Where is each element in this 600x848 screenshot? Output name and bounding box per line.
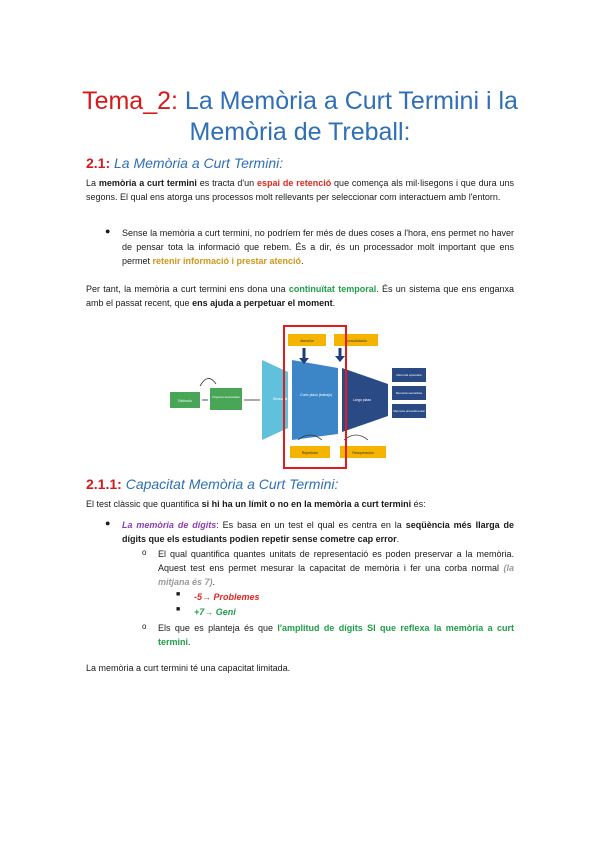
paragraph-continuity xyxy=(86,282,514,310)
highlight-red: -5→ Problemes xyxy=(194,592,260,602)
text: Sense la memòria a curt termini, no podríem fer més de dues coses a l'hora, ens permet no haver de pensar tota la informació que rebem. És a dir, és un processador molt important que ens permet xyxy=(122,228,514,266)
recuperacion-label: Recuperación xyxy=(352,451,374,455)
curve-arrow-icon xyxy=(200,378,216,386)
section-number: 2.1.1: xyxy=(86,476,122,492)
memory-model-diagram xyxy=(170,322,432,470)
paragraph-intro xyxy=(86,176,514,204)
square-bullet-icon: ■ xyxy=(176,606,181,613)
organos-box xyxy=(210,388,242,410)
organos-label: Órganos sensoriales xyxy=(212,395,240,399)
text: La xyxy=(86,178,99,188)
highlight-green: l'amplitud de dígits SI que reflexa la memòria a curt termini xyxy=(158,623,515,647)
bullet-text-digits xyxy=(122,518,514,546)
section-heading-2-1-1 xyxy=(86,476,338,492)
text: El qual quantifica quantes unitats de representació es poden preservar a la memòria. Aquest test ens permet mesurar la capacitat de memòria i fer una corba normal xyxy=(158,549,514,573)
text: Per tant, la memòria a curt termini ens dona una xyxy=(86,284,289,294)
text: . xyxy=(188,637,191,647)
bold-term: seqüència més llarga de dígits que els estudiants podien repetir sense cometre cap error xyxy=(122,520,514,544)
highlight-red: espai de retenció xyxy=(257,178,332,188)
paragraph-classic-test xyxy=(86,497,514,511)
bold-term: si hi ha un límit o no en la memòria a curt termini xyxy=(201,499,412,509)
section-heading-2-1 xyxy=(86,155,283,171)
corto-plazo-label: Corto plazo (trabajo) xyxy=(300,393,332,397)
text: és: xyxy=(411,499,426,509)
section-title: Capacitat Memòria a Curt Termini: xyxy=(121,476,339,492)
highlight-purple: La memòria de dígits xyxy=(122,520,217,530)
text: . xyxy=(332,298,336,308)
text: . xyxy=(396,534,400,544)
title-prefix: Tema_2: xyxy=(82,87,178,115)
square-bullet-icon: ■ xyxy=(176,591,181,598)
highlight-orange: retenir informació i prestar atenció xyxy=(152,256,302,266)
bullet-dot-icon: ● xyxy=(105,226,111,236)
memoria-procedimental-label: Memoria procedimental xyxy=(393,409,425,413)
text: . xyxy=(301,256,304,266)
bullet-dot-icon: ● xyxy=(105,518,111,528)
down-arrow-icon xyxy=(335,356,345,362)
bold-term: memòria a curt termini xyxy=(98,178,197,188)
title-line2: Memòria de Treball: xyxy=(189,118,411,146)
highlight-green: continuïtat temporal xyxy=(288,284,377,294)
repeticion-label: Repetición xyxy=(301,451,319,455)
atencion-label: Atención xyxy=(300,339,314,343)
text: El test clàssic que quantifica xyxy=(86,499,202,509)
title-line1: La Memòria a Curt Termini i la xyxy=(177,87,518,115)
estimulo-label: Estímulo xyxy=(178,399,192,403)
sub-bullet-text-2 xyxy=(158,621,514,649)
sub-item-problemes xyxy=(194,590,494,604)
highlight-green: +7→ Geni xyxy=(194,607,236,617)
paragraph-closing: La memòria a curt termini té una capacitat limitada. xyxy=(86,663,291,673)
sub-item-geni xyxy=(194,605,494,619)
sensorial-label: Sensorial xyxy=(272,397,288,401)
section-number: 2.1: xyxy=(86,155,111,171)
text: Els que es planteja és que xyxy=(158,623,278,633)
corto-plazo-stage xyxy=(292,360,338,440)
memoria-episodica-label: Memoria episódica xyxy=(396,373,422,377)
text: : Es basa en un test el qual es centra en la xyxy=(216,520,406,530)
sub-bullet-text-1 xyxy=(158,547,514,589)
highlight-gray: (la mitjana és 7) xyxy=(158,563,514,587)
loop-arrow-icon xyxy=(344,435,368,440)
text: . És un sistema que ens enganxa amb el passat recent, que xyxy=(86,284,514,308)
memoria-semantica-label: Memoria semántica xyxy=(395,391,423,395)
consolidacion-label: Consolidación xyxy=(345,339,367,343)
page-title xyxy=(60,86,540,148)
sub-bullet-icon: o xyxy=(142,548,147,557)
largo-plazo-label: Largo plazo xyxy=(352,398,372,402)
text: . xyxy=(212,577,216,587)
text: es tracta d'un xyxy=(196,178,258,188)
section-title: La Memòria a Curt Termini: xyxy=(110,155,284,171)
sub-bullet-icon: o xyxy=(142,622,147,631)
text: que comença als mil·lisegons i que dura uns segons. El qual ens atorga uns processos molt rellevants per seleccionar com interactuem amb l'entorn. xyxy=(86,178,515,202)
bold-term: ens ajuda a perpetuar el moment xyxy=(192,298,333,308)
bullet-text-1 xyxy=(122,226,514,268)
